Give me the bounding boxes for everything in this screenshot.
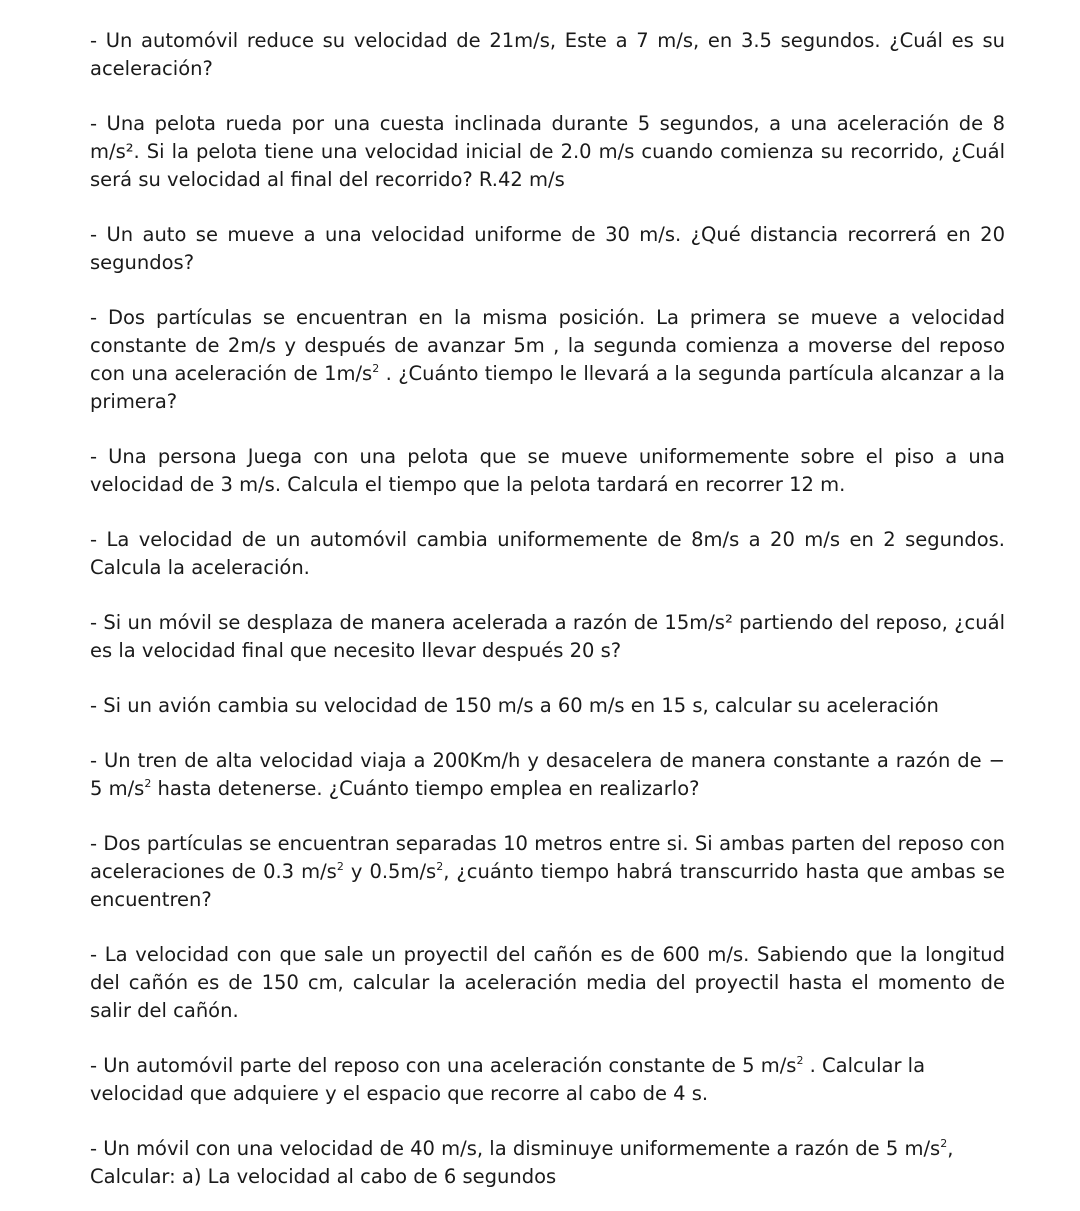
problem-10-text-b: y 0.5m/s	[343, 860, 437, 883]
problem-9-text-a: - Un tren de alta velocidad viaja a 200Km/h y desacelera de manera constante a razón de − 5 m/s	[90, 749, 1005, 800]
problem-4-text-a: - Dos partículas se encuentran en la misma posición. La primera se mueve a velocidad constante de 2m/s y después de avanzar 5m , la segunda comienza a moverse del reposo con una aceleración de 1m/s	[90, 306, 1005, 385]
problem-12-text-a: - Un automóvil parte del reposo con una aceleración constante de 5 m/s	[90, 1054, 797, 1077]
problem-8	[90, 692, 1005, 720]
problem-12	[90, 1052, 1005, 1108]
problem-13-exponent: 2	[940, 1137, 948, 1150]
problem-10-text-a: - Dos partículas se encuentran separadas 10 metros entre si. Si ambas parten del reposo con aceleraciones de 0.3 m/s	[90, 832, 1005, 883]
problem-12-text-b: . Calcular la velocidad que adquiere y el espacio que recorre al cabo de 4 s.	[90, 1054, 926, 1105]
problem-1	[90, 27, 1005, 83]
problem-13-text-b: , Calcular: a) La velocidad al cabo de 6 segundos	[90, 1137, 954, 1188]
problem-13	[90, 1135, 1005, 1191]
problem-10-text-c: , ¿cuánto tiempo habrá transcurrido hasta que ambas se encuentren?	[90, 860, 1005, 911]
problem-10-exponent-1: 2	[336, 860, 344, 873]
problem-4-text-b: . ¿Cuánto tiempo le llevará a la segunda partícula alcanzar a la primera?	[90, 362, 1005, 413]
problem-6-text: - La velocidad de un automóvil cambia uniformemente de 8m/s a 20 m/s en 2 segundos. Calcula la aceleración.	[90, 528, 1005, 579]
problem-2-text: - Una pelota rueda por una cuesta inclinada durante 5 segundos, a una aceleración de 8 m/s². Si la pelota tiene una velocidad inicial de 2.0 m/s cuando comienza su recorrido, ¿Cuál será su velocidad al final del recorrido? R.42 m/s	[90, 112, 1005, 191]
problem-2	[90, 110, 1005, 194]
problem-7-text: - Si un móvil se desplaza de manera acelerada a razón de 15m/s² partiendo del reposo, ¿cuál es la velocidad final que necesito llevar después 20 s?	[90, 611, 1005, 662]
problem-4	[90, 304, 1005, 416]
problem-4-exponent: 2	[372, 362, 380, 375]
problem-6	[90, 526, 1005, 582]
problem-12-exponent: 2	[796, 1054, 804, 1067]
problem-3-text: - Un auto se mueve a una velocidad uniforme de 30 m/s. ¿Qué distancia recorrerá en 20 segundos?	[90, 223, 1005, 274]
problem-3	[90, 221, 1005, 277]
problem-9-text-b: hasta detenerse. ¿Cuánto tiempo emplea en realizarlo?	[151, 777, 700, 800]
problem-7	[90, 609, 1005, 665]
problem-9-exponent: 2	[144, 777, 152, 790]
problem-10	[90, 830, 1005, 914]
problem-5-text: - Una persona Juega con una pelota que se mueve uniformemente sobre el piso a una velocidad de 3 m/s. Calcula el tiempo que la pelota tardará en recorrer 12 m.	[90, 445, 1005, 496]
problem-1-text: - Un automóvil reduce su velocidad de 21m/s, Este a 7 m/s, en 3.5 segundos. ¿Cuál es su aceleración?	[90, 29, 1005, 80]
problem-13-text-a: - Un móvil con una velocidad de 40 m/s, la disminuye uniformemente a razón de 5 m/s	[90, 1137, 941, 1160]
problem-sheet	[90, 27, 1005, 1191]
problem-11	[90, 941, 1005, 1025]
problem-8-text: - Si un avión cambia su velocidad de 150 m/s a 60 m/s en 15 s, calcular su aceleración	[90, 694, 939, 717]
problem-11-text: - La velocidad con que sale un proyectil del cañón es de 600 m/s. Sabiendo que la longitud del cañón es de 150 cm, calcular la aceleración media del proyectil hasta el momento de salir del cañón.	[90, 943, 1005, 1022]
problem-5	[90, 443, 1005, 499]
problem-10-exponent-2: 2	[436, 860, 444, 873]
problem-9	[90, 747, 1005, 803]
